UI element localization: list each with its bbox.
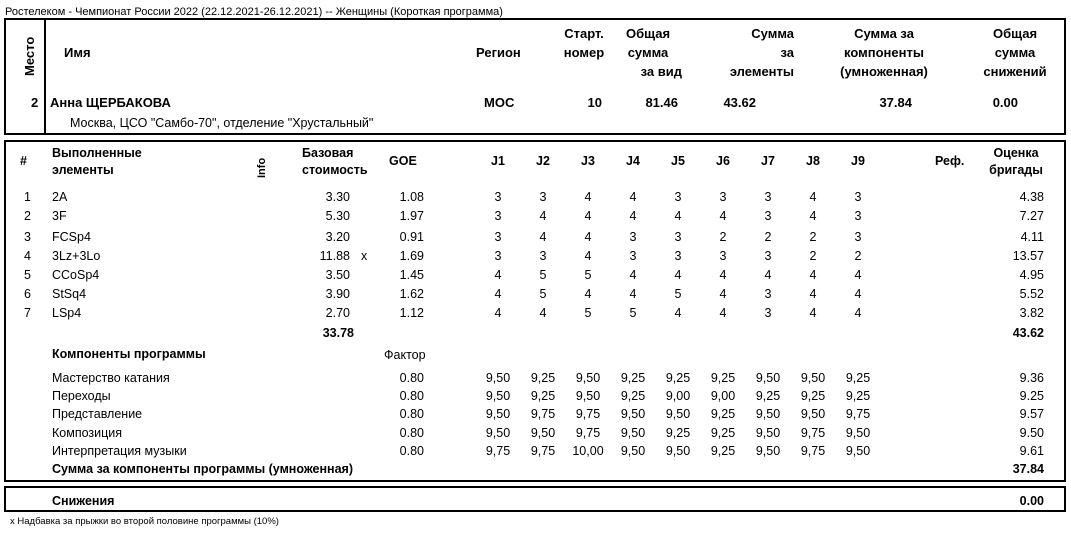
- component-judge-score: 9,50: [620, 444, 646, 458]
- element-judge-score: 4: [494, 268, 502, 282]
- element-judge-score: 5: [584, 268, 592, 282]
- components-sum-header: Сумма за компоненты (умноженная): [840, 26, 928, 79]
- component-factor: 0.80: [399, 426, 424, 440]
- component-judge-score: 9,75: [485, 444, 511, 458]
- element-judge-score: 3: [629, 230, 637, 244]
- col-base-header: Базовая стоимость: [302, 146, 368, 177]
- place-divider: [44, 18, 46, 135]
- element-base-value: 5.30: [325, 209, 350, 223]
- element-judge-score: 3: [674, 249, 682, 263]
- element-code: 3Lz+3Lo: [52, 249, 101, 263]
- element-goe: 1.12: [399, 306, 424, 320]
- component-judge-score: 9,00: [665, 389, 691, 403]
- factor-label: Фактор: [384, 348, 426, 362]
- component-name: Композиция: [52, 426, 123, 440]
- base-total: 33.78: [322, 326, 354, 340]
- element-panel-score: 5.52: [1019, 287, 1044, 301]
- element-judge-score: 4: [629, 190, 637, 204]
- page-title: Ростелеком - Чемпионат России 2022 (22.12.2021-26.12.2021) -- Женщины (Короткая программа): [5, 6, 503, 18]
- col-number-header: #: [20, 154, 27, 168]
- element-info: x: [361, 249, 368, 263]
- element-goe: 1.08: [399, 190, 424, 204]
- element-judge-score: 4: [809, 209, 817, 223]
- component-judge-score: 9,00: [710, 389, 736, 403]
- element-base-value: 3.90: [325, 287, 350, 301]
- element-judge-score: 4: [629, 209, 637, 223]
- deductions-box: [4, 486, 1066, 512]
- deductions-value: 0.00: [1019, 494, 1044, 508]
- element-judge-score: 3: [854, 190, 862, 204]
- component-judge-score: 9,50: [575, 371, 601, 385]
- element-judge-score: 4: [719, 306, 727, 320]
- component-judge-score: 9,25: [845, 371, 871, 385]
- element-judge-score: 3: [494, 209, 502, 223]
- element-judge-score: 5: [539, 287, 547, 301]
- total-score-header: Общая сумма за вид: [625, 26, 682, 79]
- component-judge-score: 9,50: [755, 371, 781, 385]
- element-goe: 1.97: [399, 209, 424, 223]
- col-ref-header: Реф.: [935, 154, 965, 168]
- component-judge-score: 9,75: [575, 426, 601, 440]
- element-number: 2: [24, 209, 31, 223]
- col-judge-header: J4: [626, 154, 640, 168]
- component-score: 9.50: [1019, 426, 1044, 440]
- elements-sum-header: Сумма за элементы: [729, 26, 794, 79]
- element-judge-score: 4: [854, 268, 862, 282]
- component-score: 9.25: [1019, 389, 1044, 403]
- element-judge-score: 2: [764, 230, 772, 244]
- component-score: 9.57: [1019, 407, 1044, 421]
- element-judge-score: 4: [584, 249, 592, 263]
- component-judge-score: 9,50: [665, 407, 691, 421]
- element-number: 3: [24, 230, 31, 244]
- element-judge-score: 3: [674, 230, 682, 244]
- element-judge-score: 2: [809, 230, 817, 244]
- component-judge-score: 9,50: [800, 407, 826, 421]
- element-number: 7: [24, 306, 31, 320]
- element-judge-score: 3: [764, 190, 772, 204]
- component-judge-score: 9,25: [665, 371, 691, 385]
- element-number: 4: [24, 249, 31, 263]
- element-judge-score: 3: [494, 249, 502, 263]
- skater-deductions: 0.00: [992, 95, 1018, 110]
- element-code: 2A: [52, 190, 68, 204]
- element-panel-score: 4.95: [1019, 268, 1044, 282]
- element-code: CCoSp4: [52, 268, 100, 282]
- component-factor: 0.80: [399, 389, 424, 403]
- element-judge-score: 5: [629, 306, 637, 320]
- component-judge-score: 9,25: [530, 389, 556, 403]
- element-judge-score: 5: [539, 268, 547, 282]
- element-number: 1: [24, 190, 31, 204]
- col-judge-header: J8: [806, 154, 820, 168]
- element-code: 3F: [52, 209, 67, 223]
- component-judge-score: 9,75: [800, 426, 826, 440]
- element-judge-score: 4: [674, 209, 682, 223]
- component-judge-score: 9,50: [845, 444, 871, 458]
- element-judge-score: 4: [539, 230, 547, 244]
- element-judge-score: 3: [494, 190, 502, 204]
- element-judge-score: 4: [539, 209, 547, 223]
- element-judge-score: 3: [629, 249, 637, 263]
- component-name: Мастерство катания: [52, 371, 170, 385]
- col-elements-header: Выполненные элементы: [52, 146, 142, 177]
- element-code: FCSp4: [52, 230, 91, 244]
- deductions-label: Снижения: [52, 494, 115, 508]
- element-judge-score: 4: [494, 306, 502, 320]
- component-judge-score: 9,50: [530, 426, 556, 440]
- element-judge-score: 3: [764, 287, 772, 301]
- component-judge-score: 9,75: [800, 444, 826, 458]
- component-judge-score: 9,25: [620, 389, 646, 403]
- deductions-header: Общая сумма снижений: [983, 26, 1047, 79]
- col-judge-header: J3: [581, 154, 595, 168]
- element-judge-score: 4: [584, 209, 592, 223]
- component-factor: 0.80: [399, 371, 424, 385]
- component-judge-score: 9,25: [665, 426, 691, 440]
- component-judge-score: 9,50: [575, 389, 601, 403]
- element-judge-score: 4: [674, 268, 682, 282]
- element-panel-score: 4.38: [1019, 190, 1044, 204]
- component-judge-score: 9,50: [800, 371, 826, 385]
- component-judge-score: 10,00: [572, 444, 604, 458]
- component-judge-score: 9,25: [620, 371, 646, 385]
- element-panel-score: 4.11: [1020, 230, 1044, 244]
- skater-place: 2: [31, 95, 39, 110]
- element-judge-score: 3: [494, 230, 502, 244]
- col-info-header: Info: [256, 157, 268, 178]
- element-judge-score: 4: [809, 190, 817, 204]
- element-judge-score: 5: [584, 306, 592, 320]
- element-judge-score: 3: [764, 306, 772, 320]
- element-judge-score: 3: [719, 249, 727, 263]
- footnote: x Надбавка за прыжки во второй половине программы (10%): [10, 516, 279, 527]
- element-judge-score: 3: [539, 190, 547, 204]
- component-judge-score: 9,50: [485, 407, 511, 421]
- element-judge-score: 4: [719, 209, 727, 223]
- element-judge-score: 4: [584, 230, 592, 244]
- skater-total: 81.46: [645, 95, 678, 110]
- col-judge-header: J6: [716, 154, 730, 168]
- col-judge-header: J1: [491, 154, 505, 168]
- component-judge-score: 9,75: [845, 407, 871, 421]
- element-goe: 1.62: [399, 287, 424, 301]
- element-judge-score: 2: [719, 230, 727, 244]
- element-panel-score: 3.82: [1019, 306, 1044, 320]
- component-name: Переходы: [52, 389, 111, 403]
- component-judge-score: 9,50: [755, 426, 781, 440]
- component-judge-score: 9,25: [755, 389, 781, 403]
- component-factor: 0.80: [399, 444, 424, 458]
- element-judge-score: 4: [719, 287, 727, 301]
- element-judge-score: 3: [539, 249, 547, 263]
- element-goe: 0.91: [399, 230, 424, 244]
- element-goe: 1.69: [399, 249, 424, 263]
- component-name: Интерпретация музыки: [52, 444, 187, 458]
- col-judge-header: J9: [851, 154, 865, 168]
- element-judge-score: 4: [854, 306, 862, 320]
- component-judge-score: 9,50: [485, 426, 511, 440]
- component-judge-score: 9,50: [620, 426, 646, 440]
- skater-start-number: 10: [587, 95, 602, 110]
- element-goe: 1.45: [399, 268, 424, 282]
- element-base-value: 11.88: [319, 249, 350, 263]
- element-base-value: 3.50: [325, 268, 350, 282]
- element-judge-score: 2: [854, 249, 862, 263]
- elements-score-total: 43.62: [1012, 326, 1044, 340]
- element-judge-score: 3: [764, 209, 772, 223]
- skater-club: Москва, ЦСО "Самбо-70", отделение "Хрустальный": [70, 116, 374, 130]
- element-judge-score: 4: [809, 287, 817, 301]
- component-judge-score: 9,75: [530, 444, 556, 458]
- element-judge-score: 4: [494, 287, 502, 301]
- element-judge-score: 5: [674, 287, 682, 301]
- skater-region: МОС: [484, 95, 515, 110]
- col-goe-header: GOE: [389, 154, 417, 168]
- skater-name: Анна ЩЕРБАКОВА: [50, 95, 171, 110]
- col-judge-header: J7: [761, 154, 775, 168]
- component-judge-score: 9,25: [710, 444, 736, 458]
- element-judge-score: 4: [584, 190, 592, 204]
- components-title: Компоненты программы: [52, 347, 206, 361]
- element-judge-score: 3: [854, 209, 862, 223]
- element-judge-score: 4: [809, 268, 817, 282]
- element-panel-score: 13.57: [1012, 249, 1044, 263]
- element-code: StSq4: [52, 287, 87, 301]
- component-judge-score: 9,50: [755, 444, 781, 458]
- skater-components-sum: 37.84: [879, 95, 912, 110]
- component-judge-score: 9,25: [530, 371, 556, 385]
- start-number-header: Старт. номер: [563, 26, 605, 60]
- element-judge-score: 3: [719, 190, 727, 204]
- component-judge-score: 9,25: [710, 426, 736, 440]
- element-base-value: 3.30: [325, 190, 350, 204]
- element-judge-score: 4: [764, 268, 772, 282]
- components-total: 37.84: [1012, 462, 1044, 476]
- col-judge-header: J2: [536, 154, 550, 168]
- element-judge-score: 2: [809, 249, 817, 263]
- element-judge-score: 3: [764, 249, 772, 263]
- name-header: Имя: [64, 45, 91, 60]
- component-judge-score: 9,25: [710, 407, 736, 421]
- component-judge-score: 9,25: [845, 389, 871, 403]
- component-judge-score: 9,75: [530, 407, 556, 421]
- element-judge-score: 4: [719, 268, 727, 282]
- element-base-value: 2.70: [325, 306, 350, 320]
- element-judge-score: 3: [674, 190, 682, 204]
- components-total-label: Сумма за компоненты программы (умноженная): [52, 462, 353, 476]
- element-panel-score: 7.27: [1019, 209, 1044, 223]
- element-judge-score: 4: [539, 306, 547, 320]
- element-judge-score: 4: [629, 268, 637, 282]
- place-header: Место: [22, 36, 37, 76]
- region-header: Регион: [476, 45, 521, 60]
- component-judge-score: 9,50: [620, 407, 646, 421]
- component-factor: 0.80: [399, 407, 424, 421]
- component-judge-score: 9,50: [845, 426, 871, 440]
- element-code: LSp4: [52, 306, 82, 320]
- component-judge-score: 9,50: [485, 371, 511, 385]
- skater-elements-sum: 43.62: [723, 95, 756, 110]
- element-judge-score: 4: [854, 287, 862, 301]
- component-judge-score: 9,25: [800, 389, 826, 403]
- element-judge-score: 4: [629, 287, 637, 301]
- element-judge-score: 3: [854, 230, 862, 244]
- col-score-header: Оценка бригады: [989, 146, 1043, 177]
- component-judge-score: 9,50: [665, 444, 691, 458]
- component-judge-score: 9,25: [710, 371, 736, 385]
- component-score: 9.36: [1019, 371, 1044, 385]
- element-number: 5: [24, 268, 31, 282]
- element-judge-score: 4: [674, 306, 682, 320]
- element-judge-score: 4: [584, 287, 592, 301]
- element-number: 6: [24, 287, 31, 301]
- component-score: 9.61: [1019, 444, 1044, 458]
- component-judge-score: 9,50: [485, 389, 511, 403]
- element-base-value: 3.20: [325, 230, 350, 244]
- component-judge-score: 9,75: [575, 407, 601, 421]
- component-name: Представление: [52, 407, 143, 421]
- component-judge-score: 9,50: [755, 407, 781, 421]
- element-judge-score: 4: [809, 306, 817, 320]
- col-judge-header: J5: [671, 154, 685, 168]
